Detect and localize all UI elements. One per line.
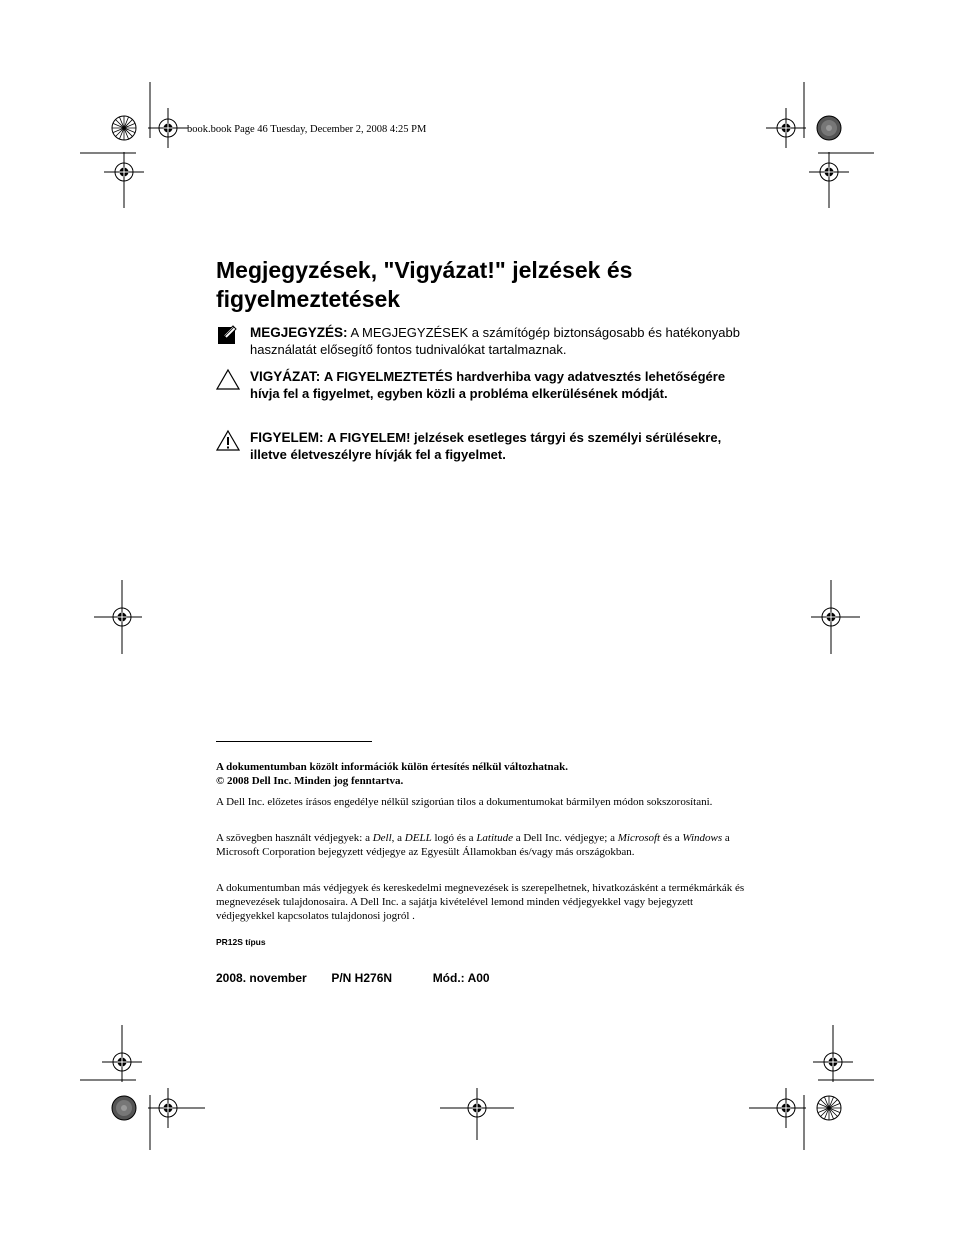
reproduction-notice: A Dell Inc. előzetes írásos engedélye nélkül szigorúan tilos a dokumentumokat bármilyen módon sokszorosítani. xyxy=(216,796,713,808)
other-trademarks-paragraph: A dokumentumban más védjegyek és kereskedelmi megnevezések is szerepelhetnek, hivatkozásként a termékmárkák és megnevezések tulajdonosaira. A Dell Inc. a sajátja kivételével lemond minden védjegyekkel vagy bejegyzett védjegyekkel kapcsolatos tulajdonosi jogról . xyxy=(216,882,745,922)
caution-text: A FIGYELMEZTETÉS hardverhiba vagy adatvesztés lehetőségére hívja fel a figyelmet, egyben közli a probléma elkerülésének módját. xyxy=(250,369,726,401)
trademarks-paragraph xyxy=(216,831,746,859)
trademark-text: logó és a xyxy=(431,832,477,844)
publication-date: 2008. november xyxy=(216,971,307,985)
publication-footer xyxy=(216,971,490,985)
page-title: Megjegyzések, "Vigyázat!" jelzések és figyelmeztetések xyxy=(216,257,633,312)
warning-notice xyxy=(216,429,746,463)
trademark-text: a Dell Inc. védjegye; a xyxy=(512,832,618,844)
warning-text: A FIGYELEM! jelzések esetleges tárgyi és személyi sérülésekre, illetve életveszélyre hívják fel a figyelmet. xyxy=(250,430,722,462)
trademark-microsoft: Microsoft xyxy=(617,832,661,844)
copyright-line: © 2008 Dell Inc. Minden jog fenntartva. xyxy=(216,775,404,787)
trademark-dell-logo: DELL xyxy=(404,832,432,844)
caution-notice xyxy=(216,368,746,402)
trademark-text: A szövegben használt védjegyek: a xyxy=(216,832,373,844)
triangle-icon xyxy=(216,368,240,392)
note-label: MEGJEGYZÉS: xyxy=(250,325,348,340)
trademark-windows: Windows xyxy=(682,832,723,844)
model-number: PR12S típus xyxy=(216,937,266,947)
warning-label: FIGYELEM: xyxy=(250,430,324,445)
caution-label: VIGYÁZAT: xyxy=(250,369,321,384)
trademark-dell: Dell xyxy=(372,832,392,844)
part-number: P/N H276N xyxy=(331,971,393,985)
trademark-text: a Microsoft Corporation bejegyzett védjegye az Egyesült Államokban és/vagy más országokban. xyxy=(216,832,730,858)
legal-notice-line: A dokumentumban közölt információk külön értesítés nélkül változhatnak. xyxy=(216,761,569,773)
note-notice xyxy=(216,324,746,358)
trademark-latitude: Latitude xyxy=(476,832,513,844)
print-slug-line: book.book Page 46 Tuesday, December 2, 2008 4:25 PM xyxy=(187,124,427,135)
trademark-text: , a xyxy=(391,832,405,844)
divider-rule xyxy=(216,741,372,742)
pencil-note-icon xyxy=(216,324,240,348)
revision: Mód.: A00 xyxy=(432,971,490,985)
trademark-text: és a xyxy=(660,832,683,844)
warning-triangle-icon xyxy=(216,429,240,453)
note-text: A MEGJEGYZÉSEK a számítógép biztonságosabb és hatékonyabb használatát elősegítő fontos tudnivalókat tartalmaznak. xyxy=(250,325,740,357)
